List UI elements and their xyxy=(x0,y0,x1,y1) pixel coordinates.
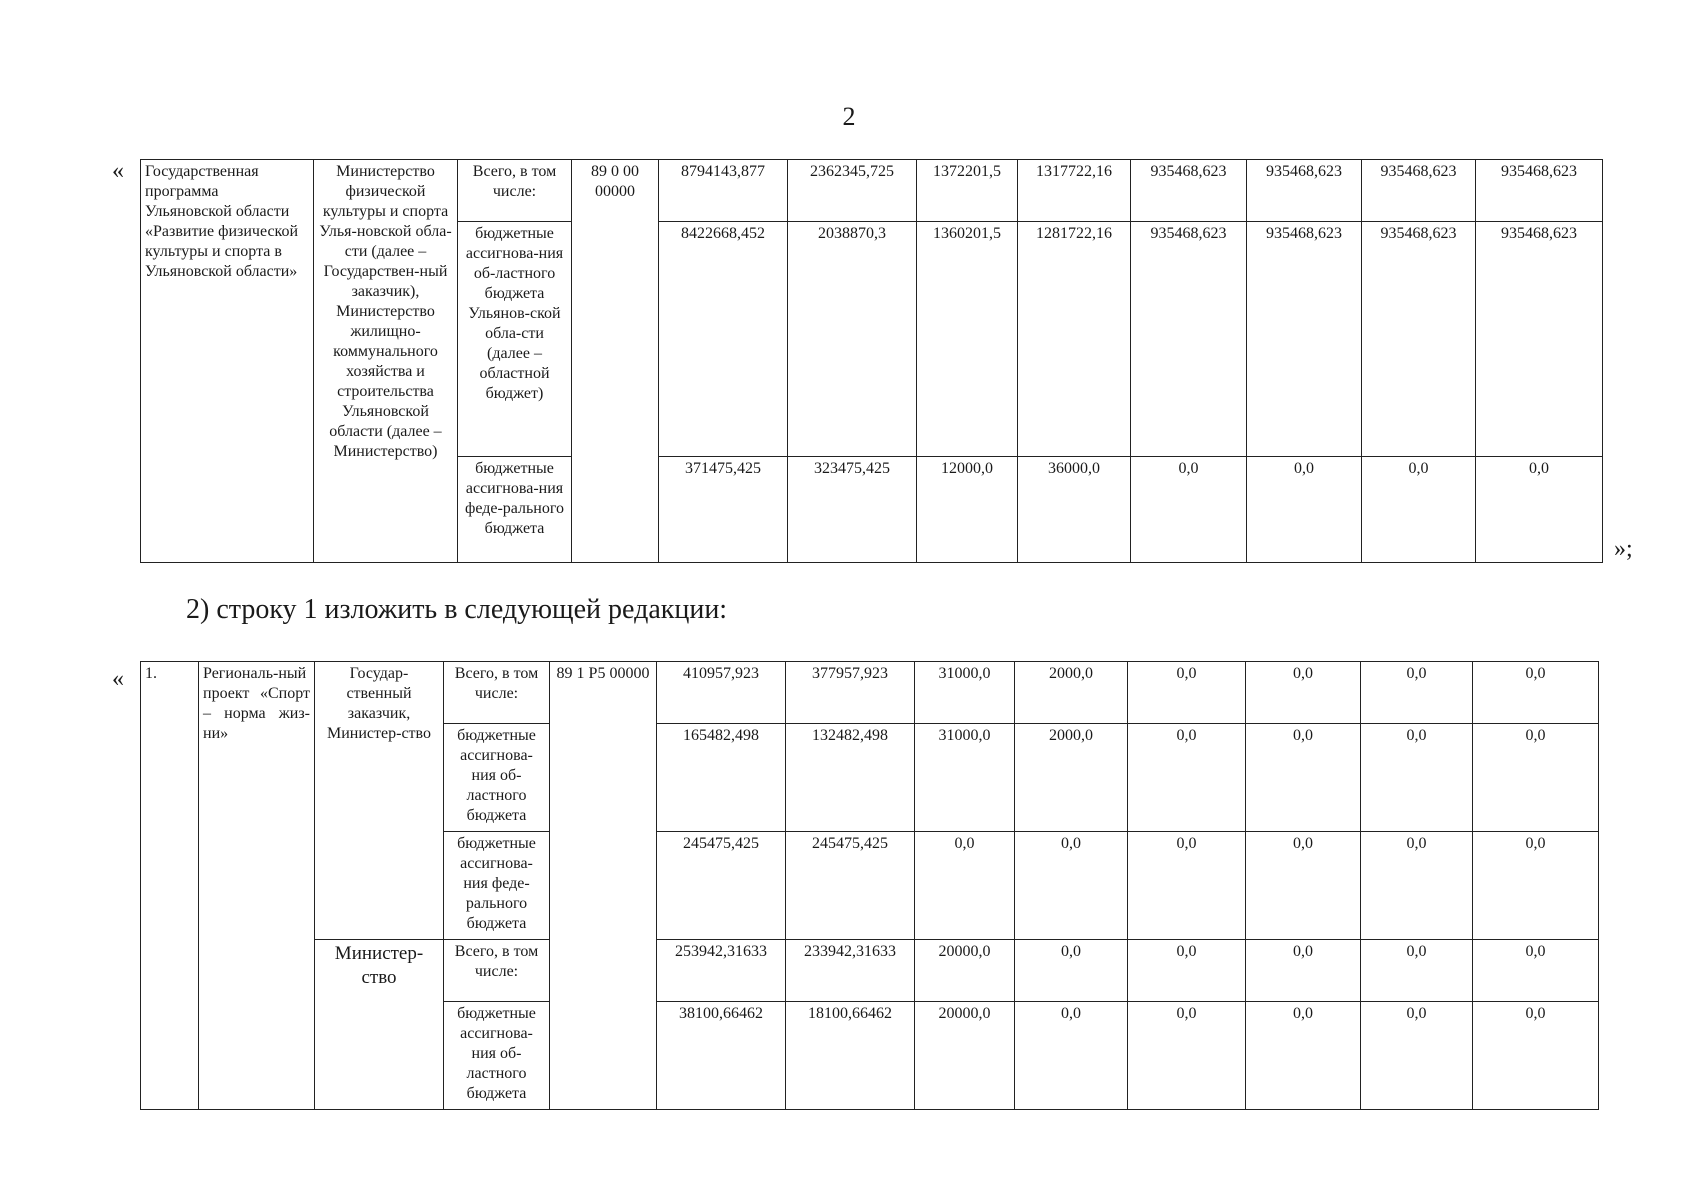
value-cell: 0,0 xyxy=(1128,662,1246,724)
value-cell: 20000,0 xyxy=(915,940,1015,1002)
value-cell: 0,0 xyxy=(1473,1002,1599,1110)
value-cell: 0,0 xyxy=(1246,1002,1361,1110)
value-cell: 935468,623 xyxy=(1131,222,1247,457)
source-cell: бюджетные ассигнова-ния об-ластного бюджета xyxy=(444,724,550,832)
value-cell: 0,0 xyxy=(1361,832,1473,940)
value-cell: 0,0 xyxy=(1247,457,1362,563)
value-cell: 36000,0 xyxy=(1018,457,1131,563)
value-cell: 1317722,16 xyxy=(1018,160,1131,222)
value-cell: 132482,498 xyxy=(786,724,915,832)
value-cell: 12000,0 xyxy=(917,457,1018,563)
value-cell: 2000,0 xyxy=(1015,662,1128,724)
value-cell: 935468,623 xyxy=(1131,160,1247,222)
value-cell: 935468,623 xyxy=(1247,160,1362,222)
value-cell: 1372201,5 xyxy=(917,160,1018,222)
value-cell: 233942,31633 xyxy=(786,940,915,1002)
source-cell: бюджетные ассигнова-ния феде-рального бюджета xyxy=(444,832,550,940)
value-cell: 935468,623 xyxy=(1247,222,1362,457)
value-cell: 0,0 xyxy=(1473,662,1599,724)
value-cell: 0,0 xyxy=(1473,940,1599,1002)
value-cell: 165482,498 xyxy=(657,724,786,832)
value-cell: 1360201,5 xyxy=(917,222,1018,457)
project-budget-table xyxy=(140,661,1599,1110)
value-cell: 0,0 xyxy=(1015,832,1128,940)
executor-cell: Министерство физической культуры и спорта Улья-новской обла-сти (далее – Государствен-ный заказчик), Министерство жилищно-коммунального хозяйства и строительства Ульяновской области (далее – Министерство) xyxy=(314,160,458,563)
source-cell: Всего, в том числе: xyxy=(458,160,572,222)
value-cell: 0,0 xyxy=(1361,1002,1473,1110)
value-cell: 253942,31633 xyxy=(657,940,786,1002)
value-cell: 0,0 xyxy=(1128,1002,1246,1110)
value-cell: 0,0 xyxy=(1473,832,1599,940)
value-cell: 377957,923 xyxy=(786,662,915,724)
amendment-text: 2) строку 1 изложить в следующей редакции: xyxy=(186,594,728,625)
value-cell: 0,0 xyxy=(1476,457,1603,563)
value-cell: 323475,425 xyxy=(788,457,917,563)
value-cell: 2038870,3 xyxy=(788,222,917,457)
value-cell: 410957,923 xyxy=(657,662,786,724)
value-cell: 0,0 xyxy=(1362,457,1476,563)
value-cell: 1281722,16 xyxy=(1018,222,1131,457)
value-cell: 0,0 xyxy=(1131,457,1247,563)
value-cell: 2362345,725 xyxy=(788,160,917,222)
value-cell: 0,0 xyxy=(1361,724,1473,832)
value-cell: 245475,425 xyxy=(786,832,915,940)
executor-cell: Министер-ство xyxy=(315,940,444,1110)
value-cell: 20000,0 xyxy=(915,1002,1015,1110)
value-cell: 0,0 xyxy=(1473,724,1599,832)
open-quote-1: « xyxy=(112,158,124,184)
value-cell: 0,0 xyxy=(1246,832,1361,940)
value-cell: 245475,425 xyxy=(657,832,786,940)
value-cell: 0,0 xyxy=(1128,724,1246,832)
value-cell: 8422668,452 xyxy=(659,222,788,457)
value-cell: 935468,623 xyxy=(1476,160,1603,222)
program-name-cell: Государственная программа Ульяновской области «Развитие физической культуры и спорта в Ульяновской области» xyxy=(141,160,314,563)
value-cell: 935468,623 xyxy=(1362,222,1476,457)
page-number: 2 xyxy=(842,102,856,131)
table-row xyxy=(141,940,1599,1002)
table-row xyxy=(141,662,1599,724)
value-cell: 0,0 xyxy=(1361,940,1473,1002)
open-quote-2: « xyxy=(112,666,124,692)
code-cell: 89 0 00 00000 xyxy=(572,160,659,563)
source-cell: бюджетные ассигнова-ния феде-рального бюджета xyxy=(458,457,572,563)
value-cell: 0,0 xyxy=(915,832,1015,940)
value-cell: 0,0 xyxy=(1246,724,1361,832)
value-cell: 8794143,877 xyxy=(659,160,788,222)
close-quote-1: »; xyxy=(1614,536,1633,562)
table-row xyxy=(141,160,1603,222)
value-cell: 38100,66462 xyxy=(657,1002,786,1110)
value-cell: 935468,623 xyxy=(1362,160,1476,222)
project-name-cell: Региональ-ный проект «Спорт – норма жиз-ни» xyxy=(199,662,315,1110)
program-budget-table xyxy=(140,159,1603,563)
source-cell: Всего, в том числе: xyxy=(444,940,550,1002)
executor-cell: Государ-ственный заказчик, Министер-ство xyxy=(315,662,444,940)
value-cell: 0,0 xyxy=(1015,1002,1128,1110)
source-cell: Всего, в том числе: xyxy=(444,662,550,724)
value-cell: 0,0 xyxy=(1361,662,1473,724)
value-cell: 0,0 xyxy=(1128,832,1246,940)
value-cell: 935468,623 xyxy=(1476,222,1603,457)
code-cell: 89 1 P5 00000 xyxy=(550,662,657,1110)
value-cell: 2000,0 xyxy=(1015,724,1128,832)
value-cell: 0,0 xyxy=(1128,940,1246,1002)
row-number-cell: 1. xyxy=(141,662,199,1110)
source-cell: бюджетные ассигнова-ния об-ластного бюджета xyxy=(444,1002,550,1110)
value-cell: 371475,425 xyxy=(659,457,788,563)
value-cell: 0,0 xyxy=(1246,662,1361,724)
value-cell: 0,0 xyxy=(1015,940,1128,1002)
value-cell: 18100,66462 xyxy=(786,1002,915,1110)
value-cell: 0,0 xyxy=(1246,940,1361,1002)
source-cell: бюджетные ассигнова-ния об-ластного бюджета Ульянов-ской обла-сти (далее – областной бюджет) xyxy=(458,222,572,457)
value-cell: 31000,0 xyxy=(915,662,1015,724)
value-cell: 31000,0 xyxy=(915,724,1015,832)
